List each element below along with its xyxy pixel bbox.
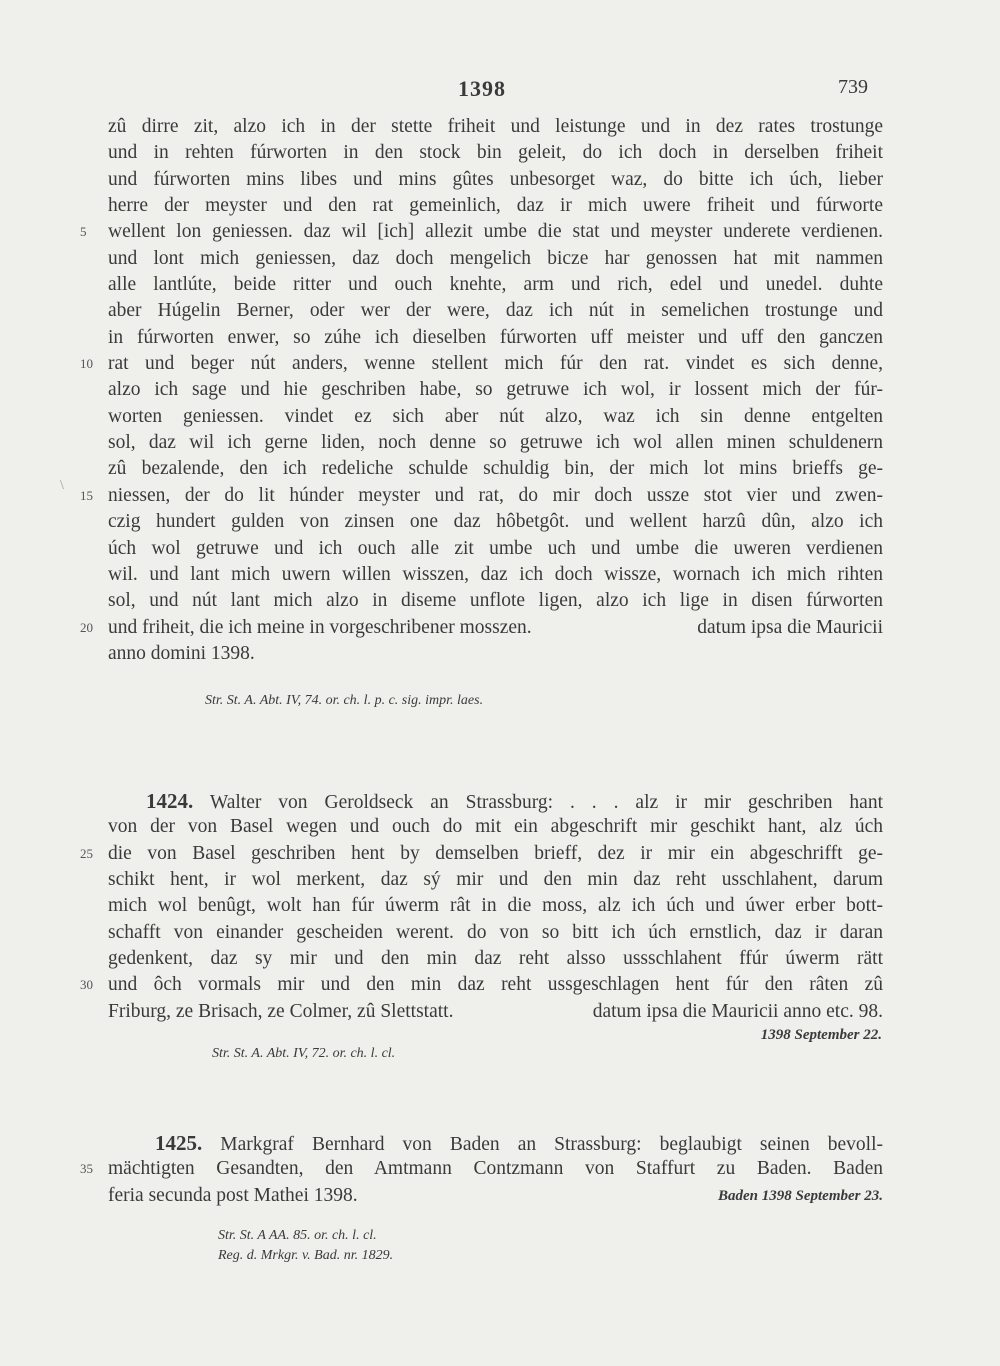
document-1423-text xyxy=(80,114,883,667)
text-line: wil. und lant mich uwern willen wisszen, daz ich doch wissze, wornach ich mich rihten xyxy=(108,563,883,585)
text-line: alle lantlúte, beide ritter und ouch knehte, arm und rich, edel und unedel. duhte xyxy=(108,274,883,296)
dating-clause: datum ipsa die Mauricii xyxy=(697,616,883,638)
doc-heading-text: Walter von Geroldseck an Strassburg: . . . alz ir mir geschriben hant xyxy=(209,792,883,813)
source-citation: Str. St. A. Abt. IV, 72. or. ch. l. cl. xyxy=(212,1046,396,1061)
text-line: und lont mich geniessen, daz doch mengelich bicze har genossen hat mit nammen xyxy=(108,247,883,269)
text-line: zû bezalende, den ich redeliche schulde schuldig bin, der mich lot mins brieffs ge- xyxy=(108,458,883,480)
text-line xyxy=(108,999,883,1025)
text-line-15 xyxy=(80,483,883,509)
source-citation: Str. St. A AA. 85. or. ch. l. cl. xyxy=(218,1228,377,1243)
regest-citation: Reg. d. Mrkgr. v. Bad. nr. 1829. xyxy=(218,1248,394,1263)
document-1424 xyxy=(80,788,883,1025)
text-line-30 xyxy=(80,972,883,998)
text-line-content: feria secunda post Mathei 1398. xyxy=(108,1184,358,1206)
line-number: 5 xyxy=(80,224,87,240)
doc-heading-line xyxy=(108,788,883,814)
line-number: 10 xyxy=(80,356,93,372)
dating-clause: datum ipsa die Mauricii anno etc. 98. xyxy=(592,1000,883,1022)
text-line-content: und ôch vormals mir und den min daz reht ussgeschlagen hent fúr den râten zû xyxy=(108,974,883,996)
line-number: 15 xyxy=(80,487,93,503)
text-line-5 xyxy=(80,219,883,245)
running-head xyxy=(0,76,1000,100)
text-line: aber Húgelin Berner, oder wer der were, daz ich nút in semelichen trostunge und xyxy=(108,300,883,322)
text-line-content: wellent lon geniessen. daz wil [ich] allezit umbe die stat und meyster underete verdienen. xyxy=(108,221,883,243)
text-line-content: rat und beger nút anders, wenne stellent mich fúr den rat. vindet es sich denne, xyxy=(108,353,883,375)
text-line xyxy=(108,1183,883,1209)
text-line: anno domini 1398. xyxy=(108,642,255,664)
text-line: úch wol getruwe und ich ouch alle zit umbe uch und umbe die uweren verdienen xyxy=(108,537,883,559)
text-line: schafft von einander gescheiden werent. do von so bitt ich úch ernstlich, daz ir daran xyxy=(108,921,883,943)
margin-mark: \ xyxy=(60,478,64,493)
line-number: 25 xyxy=(80,845,93,861)
document-number: 1424. xyxy=(146,789,194,813)
doc-heading-line xyxy=(108,1130,883,1156)
line-number: 20 xyxy=(80,619,93,635)
date-line: Baden 1398 September 23. xyxy=(718,1187,883,1204)
text-line-10 xyxy=(80,351,883,377)
doc-heading-text: Markgraf Bernhard von Baden an Strassburg: beglaubigt seinen bevoll- xyxy=(220,1134,884,1155)
text-line: worten geniessen. vindet ez sich aber nút alzo, waz ich sin denne entgelten xyxy=(108,405,883,427)
text-line: czig hundert gulden von zinsen one daz hôbetgôt. und wellent harzû dûn, alzo ich xyxy=(108,511,883,533)
text-line: sol, daz wil ich gerne liden, noch denne so getruwe ich wol allen minen schuldenern xyxy=(108,432,883,454)
line-number: 30 xyxy=(80,977,93,993)
text-line: und in rehten fúrworten in den stock bin geleit, do ich doch in derselben friheit xyxy=(108,142,883,164)
document-1425 xyxy=(80,1130,884,1209)
text-line-35 xyxy=(80,1156,883,1182)
text-line: in fúrworten enwer, so zúhe ich dieselben fúrworten uff meister und uff den ganczen xyxy=(108,326,883,348)
text-line: alzo ich sage und hie geschriben habe, so getruwe ich wol, ir lossent mich der fúr- xyxy=(108,379,883,401)
text-line: sol, und nút lant mich alzo in diseme unflote ligen, alzo ich lige in disen fúrworten xyxy=(108,590,883,612)
text-line-content: Friburg, ze Brisach, ze Colmer, zû Slettstatt. xyxy=(108,1000,454,1022)
date-line: 1398 September 22. xyxy=(760,1027,882,1043)
text-line: und fúrworten mins libes und mins gûtes unbesorget waz, do bitte ich úch, lieber xyxy=(108,168,883,190)
text-line: herre der meyster und den rat gemeinlich, daz ir mich uwere friheit und fúrworte xyxy=(108,195,883,217)
text-line-content: mächtigten Gesandten, den Amtmann Contzmann von Staffurt zu Baden. Baden xyxy=(108,1158,883,1180)
document-number: 1425. xyxy=(155,1131,203,1155)
text-line-content: die von Basel geschriben hent by demselben brieff, dez ir mir ein abgeschrifft ge- xyxy=(108,842,883,864)
source-citation: Str. St. A. Abt. IV, 74. or. ch. l. p. c. sig. impr. laes. xyxy=(205,693,484,708)
text-line: mich wol benûgt, wolt han fúr úwerm rât in die moss, alz ich úch und úwer erber bott- xyxy=(108,895,883,917)
text-line: von der von Basel wegen und ouch do mit ein abgeschrift mir geschikt hant, alz úch xyxy=(108,816,883,838)
text-line: zû dirre zit, alzo ich in der stette friheit und leistunge und in dez rates trostunge xyxy=(108,116,883,137)
text-line-content: niessen, der do lit húnder meyster und rat, do mir doch ussze stot vier und zwen- xyxy=(108,484,883,506)
text-line: gedenkent, daz sy mir und den min daz reht alsso ussschlahent ffúr úwerm rätt xyxy=(108,948,883,970)
text-line-content: und friheit, die ich meine in vorgeschribener mosszen. xyxy=(108,616,532,638)
running-head-year: 1398 xyxy=(458,76,506,101)
text-line-20 xyxy=(80,615,883,641)
page-number: 739 xyxy=(838,76,868,98)
text-line: schikt hent, ir wol merkent, daz sý mir und den min daz reht usschlahent, darum xyxy=(108,869,883,891)
text-line-25 xyxy=(80,841,883,867)
line-number: 35 xyxy=(80,1161,93,1177)
